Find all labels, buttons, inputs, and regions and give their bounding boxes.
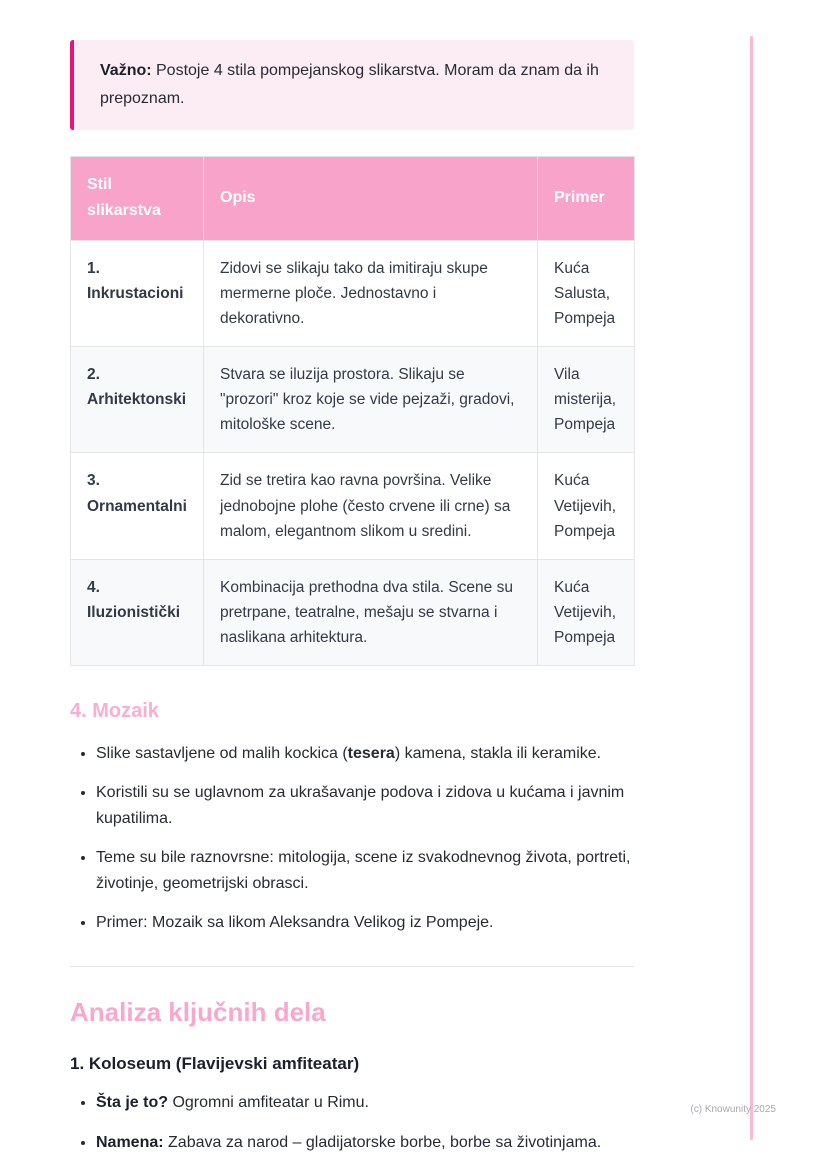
style-number: 2. xyxy=(87,366,100,384)
cell-primer: Kuća Salusta, Pompeja xyxy=(538,240,635,346)
callout-label: Važno: xyxy=(100,62,152,79)
document-content xyxy=(70,40,634,1171)
callout-text: Postoje 4 stila pompejanskog slikarstva. Moram da znam da ih prepoznam. xyxy=(100,62,599,107)
list-item-bold: tesera xyxy=(347,745,395,763)
table-row xyxy=(71,453,635,559)
cell-opis: Kombinacija prethodna dva stila. Scene su pretrpane, teatralne, mešaju se stvarna i naslikana arhitektura. xyxy=(204,559,538,665)
list-item-text: Ogromni amfiteatar u Rimu. xyxy=(168,1093,369,1111)
list-item-text: Teme su bile raznovrsne: mitologija, scene iz svakodnevnog života, portreti, životinje, geometrijski obrasci. xyxy=(96,848,631,892)
list-item xyxy=(96,741,634,767)
table-row xyxy=(71,347,635,453)
style-name: Arhitektonski xyxy=(87,391,187,409)
scrollbar-thumb[interactable] xyxy=(750,36,753,1140)
list-item-text: ) kamena, stakla ili keramike. xyxy=(394,745,602,763)
table-header-row xyxy=(71,157,635,241)
style-name: Inkrustacioni xyxy=(87,284,184,302)
list-item-bold: Šta je to? xyxy=(96,1093,169,1111)
section-title-mozaik: 4. Mozaik xyxy=(70,700,159,723)
cell-style xyxy=(71,559,204,665)
cell-style xyxy=(71,240,204,346)
style-number: 4. xyxy=(87,578,100,596)
list-item xyxy=(96,910,634,936)
list-item-text: Zabava za narod – gladijatorske borbe, borbe sa životinjama. xyxy=(163,1134,602,1152)
important-callout xyxy=(70,40,634,130)
cell-opis: Zid se tretira kao ravna površina. Velike jednobojne plohe (često crvene ili crne) sa malom, elegantnom slikom u sredini. xyxy=(204,453,538,559)
column-header-stil: Stil slikarstva xyxy=(71,157,204,241)
list-item-text: Primer: Mozaik sa likom Aleksandra Velikog iz Pompeje. xyxy=(96,913,494,931)
cell-style xyxy=(71,453,204,559)
list-item-bold: Namena: xyxy=(96,1134,164,1152)
table-row xyxy=(71,240,635,346)
cell-primer: Vila misterija, Pompeja xyxy=(538,347,635,453)
cell-primer: Kuća Vetijevih, Pompeja xyxy=(538,453,635,559)
koloseum-bullet-list xyxy=(70,1090,634,1157)
list-item-text: Koristili su se uglavnom za ukrašavanje podova i zidova u kućama i javnim kupatilima. xyxy=(96,784,625,827)
mozaik-bullet-list xyxy=(70,741,634,935)
cell-opis: Stvara se iluzija prostora. Slikaju se "prozori" kroz koje se vide pejzaži, gradovi, mitološke scene. xyxy=(204,347,538,453)
list-item xyxy=(96,1090,634,1116)
column-header-primer: Primer xyxy=(538,157,635,241)
list-item xyxy=(96,845,634,897)
style-name: Ornamentalni xyxy=(87,497,187,515)
list-item-text: Slike sastavljene od malih kockica ( xyxy=(96,745,348,763)
column-header-opis: Opis xyxy=(204,157,538,241)
section-title-analiza: Analiza ključnih dela xyxy=(70,996,326,1027)
subsection-title-koloseum: 1. Koloseum (Flavijevski amfiteatar) xyxy=(70,1053,360,1073)
cell-opis: Zidovi se slikaju tako da imitiraju skupe mermerne ploče. Jednostavno i dekorativno. xyxy=(204,240,538,346)
style-number: 1. xyxy=(87,259,100,277)
cell-style xyxy=(71,347,204,453)
cell-primer: Kuća Vetijevih, Pompeja xyxy=(538,559,635,665)
style-name: Iluzionistički xyxy=(87,603,181,621)
copyright-footer: (c) Knowunity 2025 xyxy=(690,1104,776,1115)
section-divider xyxy=(70,966,634,967)
style-number: 3. xyxy=(87,472,100,490)
table-row xyxy=(71,559,635,665)
list-item xyxy=(96,780,634,832)
painting-styles-table xyxy=(70,156,635,666)
list-item xyxy=(96,1130,634,1156)
